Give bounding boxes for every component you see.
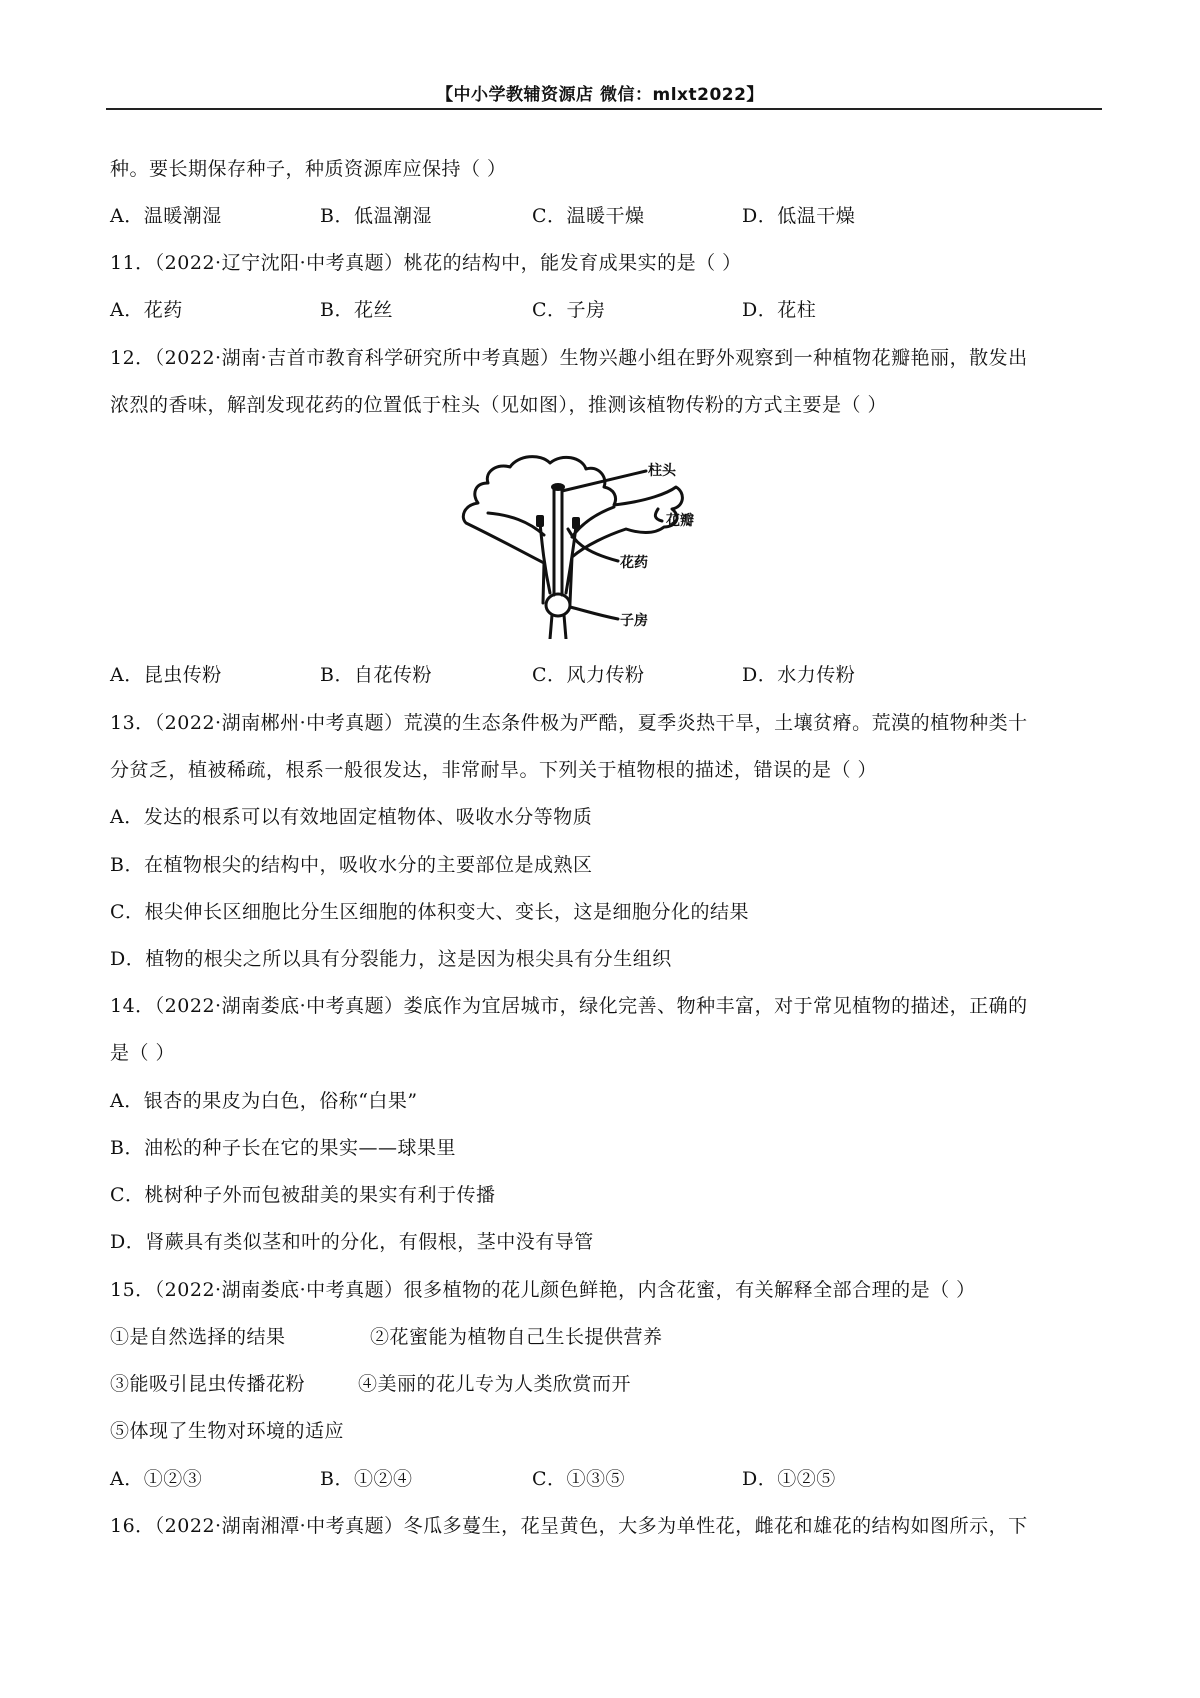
q12-option-b: B．自花传粉 xyxy=(320,664,432,686)
q13-option-a: A．发达的根系可以有效地固定植物体、吸收水分等物质 xyxy=(110,806,593,828)
q10-option-a: A．温暖潮湿 xyxy=(110,205,222,227)
q14-option-a: A．银杏的果皮为白色，俗称“白果” xyxy=(110,1090,418,1112)
q15-statement-5: ⑤体现了生物对环境的适应 xyxy=(110,1420,345,1442)
q12-stem-line1: 12．（2022·湖南·吉首市教育科学研究所中考真题）生物兴趣小组在野外观察到一种植物花瓣艳丽，散发出 xyxy=(110,347,1028,369)
label-anther: 花药 xyxy=(620,555,648,571)
q14-option-d: D．肾蕨具有类似茎和叶的分化，有假根，茎中没有导管 xyxy=(110,1231,594,1253)
q14-stem-line2: 是（ ） xyxy=(110,1042,176,1064)
q13-option-b: B．在植物根尖的结构中，吸收水分的主要部位是成熟区 xyxy=(110,854,593,876)
page-header: 【中小学教辅资源店 微信：mlxt2022】 xyxy=(436,85,764,105)
q15-statement-4: ④美丽的花儿专为人类欣赏而开 xyxy=(358,1373,632,1395)
q13-option-d: D．植物的根尖之所以具有分裂能力，这是因为根尖具有分生组织 xyxy=(110,948,672,970)
q12-option-d: D．水力传粉 xyxy=(742,664,856,686)
q15-stem: 15．（2022·湖南娄底·中考真题）很多植物的花儿颜色鲜艳，内含花蜜，有关解释全部合理的是（ ） xyxy=(110,1279,976,1301)
flower-diagram-svg xyxy=(458,443,720,639)
q15-option-a: A．①②③ xyxy=(110,1468,203,1490)
q15-option-d: D．①②⑤ xyxy=(742,1468,836,1490)
q10-option-b: B．低温潮湿 xyxy=(320,205,432,227)
q14-stem-line1: 14．（2022·湖南娄底·中考真题）娄底作为宜居城市，绿化完善、物种丰富，对于常见植物的描述，正确的 xyxy=(110,995,1028,1017)
q13-stem-line1: 13．（2022·湖南郴州·中考真题）荒漠的生态条件极为严酷，夏季炎热干旱，土壤贫瘠。荒漠的植物种类十 xyxy=(110,712,1028,734)
q11-stem: 11．（2022·辽宁沈阳·中考真题）桃花的结构中，能发育成果实的是（ ） xyxy=(110,252,742,274)
flower-diagram xyxy=(458,443,720,639)
q11-option-d: D．花柱 xyxy=(742,299,817,321)
q12-stem-line2: 浓烈的香味，解剖发现花药的位置低于柱头（见如图），推测该植物传粉的方式主要是（ ） xyxy=(110,394,888,416)
q12-option-c: C．风力传粉 xyxy=(532,664,645,686)
q12-option-a: A．昆虫传粉 xyxy=(110,664,222,686)
q11-option-b: B．花丝 xyxy=(320,299,393,321)
q15-statement-2: ②花蜜能为植物自己生长提供营养 xyxy=(370,1326,663,1348)
header-rule xyxy=(106,108,1102,110)
q15-statement-1: ①是自然选择的结果 xyxy=(110,1326,286,1348)
q10-stem-tail: 种。要长期保存种子，种质资源库应保持（ ） xyxy=(110,158,507,180)
q11-option-c: C．子房 xyxy=(532,299,606,321)
q14-option-b: B．油松的种子长在它的果实——球果里 xyxy=(110,1137,456,1159)
label-stigma: 柱头 xyxy=(648,463,676,479)
label-ovary: 子房 xyxy=(620,613,648,629)
q13-stem-line2: 分贫乏，植被稀疏，根系一般很发达，非常耐旱。下列关于植物根的描述，错误的是（ ） xyxy=(110,759,878,781)
label-petal: 花瓣 xyxy=(666,513,694,529)
q10-option-d: D．低温干燥 xyxy=(742,205,856,227)
q15-statement-3: ③能吸引昆虫传播花粉 xyxy=(110,1373,306,1395)
q11-option-a: A．花药 xyxy=(110,299,183,321)
q10-option-c: C．温暖干燥 xyxy=(532,205,645,227)
q13-option-c: C．根尖伸长区细胞比分生区细胞的体积变大、变长，这是细胞分化的结果 xyxy=(110,901,750,923)
q16-stem-line1: 16．（2022·湖南湘潭·中考真题）冬瓜多蔓生，花呈黄色，大多为单性花，雌花和雄花的结构如图所示，下 xyxy=(110,1515,1028,1537)
q14-option-c: C．桃树种子外而包被甜美的果实有利于传播 xyxy=(110,1184,496,1206)
q15-option-c: C．①③⑤ xyxy=(532,1468,626,1490)
q15-option-b: B．①②④ xyxy=(320,1468,413,1490)
